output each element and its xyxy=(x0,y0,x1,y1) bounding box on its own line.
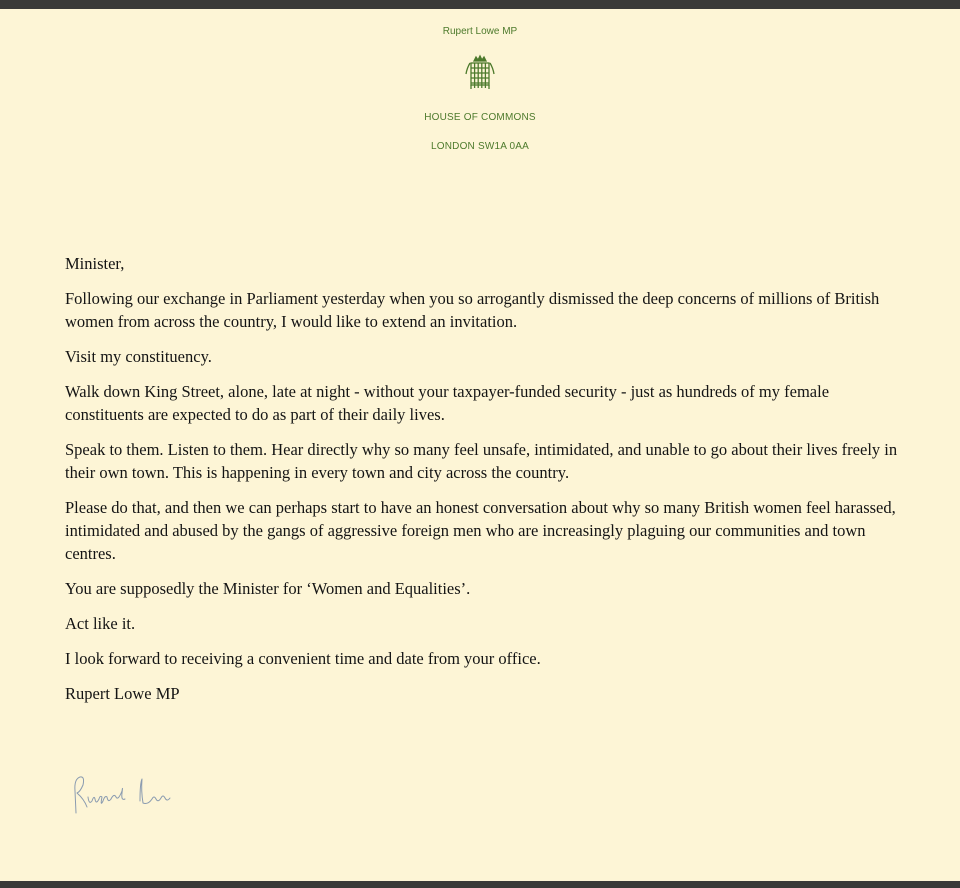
letterhead-name: Rupert Lowe MP xyxy=(442,26,518,37)
paragraph: Following our exchange in Parliament yesterday when you so arrogantly dismissed the deep concerns of millions of British women from across the country, I would like to extend an invitation. xyxy=(65,289,880,331)
paragraph: Please do that, and then we can perhaps start to have an honest conversation about why so many British women feel harassed, intimidated and abused by the gangs of aggressive foreign men who are increasingly plaguing our communities and town centres. xyxy=(65,498,896,563)
signoff: Rupert Lowe MP xyxy=(65,684,180,703)
letter-body xyxy=(65,252,905,717)
letter-page xyxy=(0,9,960,881)
paragraph: Speak to them. Listen to them. Hear directly why so many feel unsafe, intimidated, and unable to go about their lives freely in their own town. This is happening in every town and city across the country. xyxy=(65,440,898,482)
salutation: Minister, xyxy=(65,254,125,273)
portcullis-icon xyxy=(463,54,497,92)
letterhead-address: LONDON SW1A 0AA xyxy=(430,141,530,152)
letterhead-house: HOUSE OF COMMONS xyxy=(424,112,536,123)
paragraph: You are supposedly the Minister for ‘Women and Equalities’. xyxy=(65,579,471,598)
paragraph: I look forward to receiving a convenient time and date from your office. xyxy=(65,649,541,668)
paragraph: Walk down King Street, alone, late at night - without your taxpayer-funded security - just as hundreds of my female constituents are expected to do as part of their daily lives. xyxy=(65,382,830,424)
handwritten-signature xyxy=(70,761,180,821)
paragraph: Visit my constituency. xyxy=(65,347,212,366)
paragraph: Act like it. xyxy=(65,614,136,633)
